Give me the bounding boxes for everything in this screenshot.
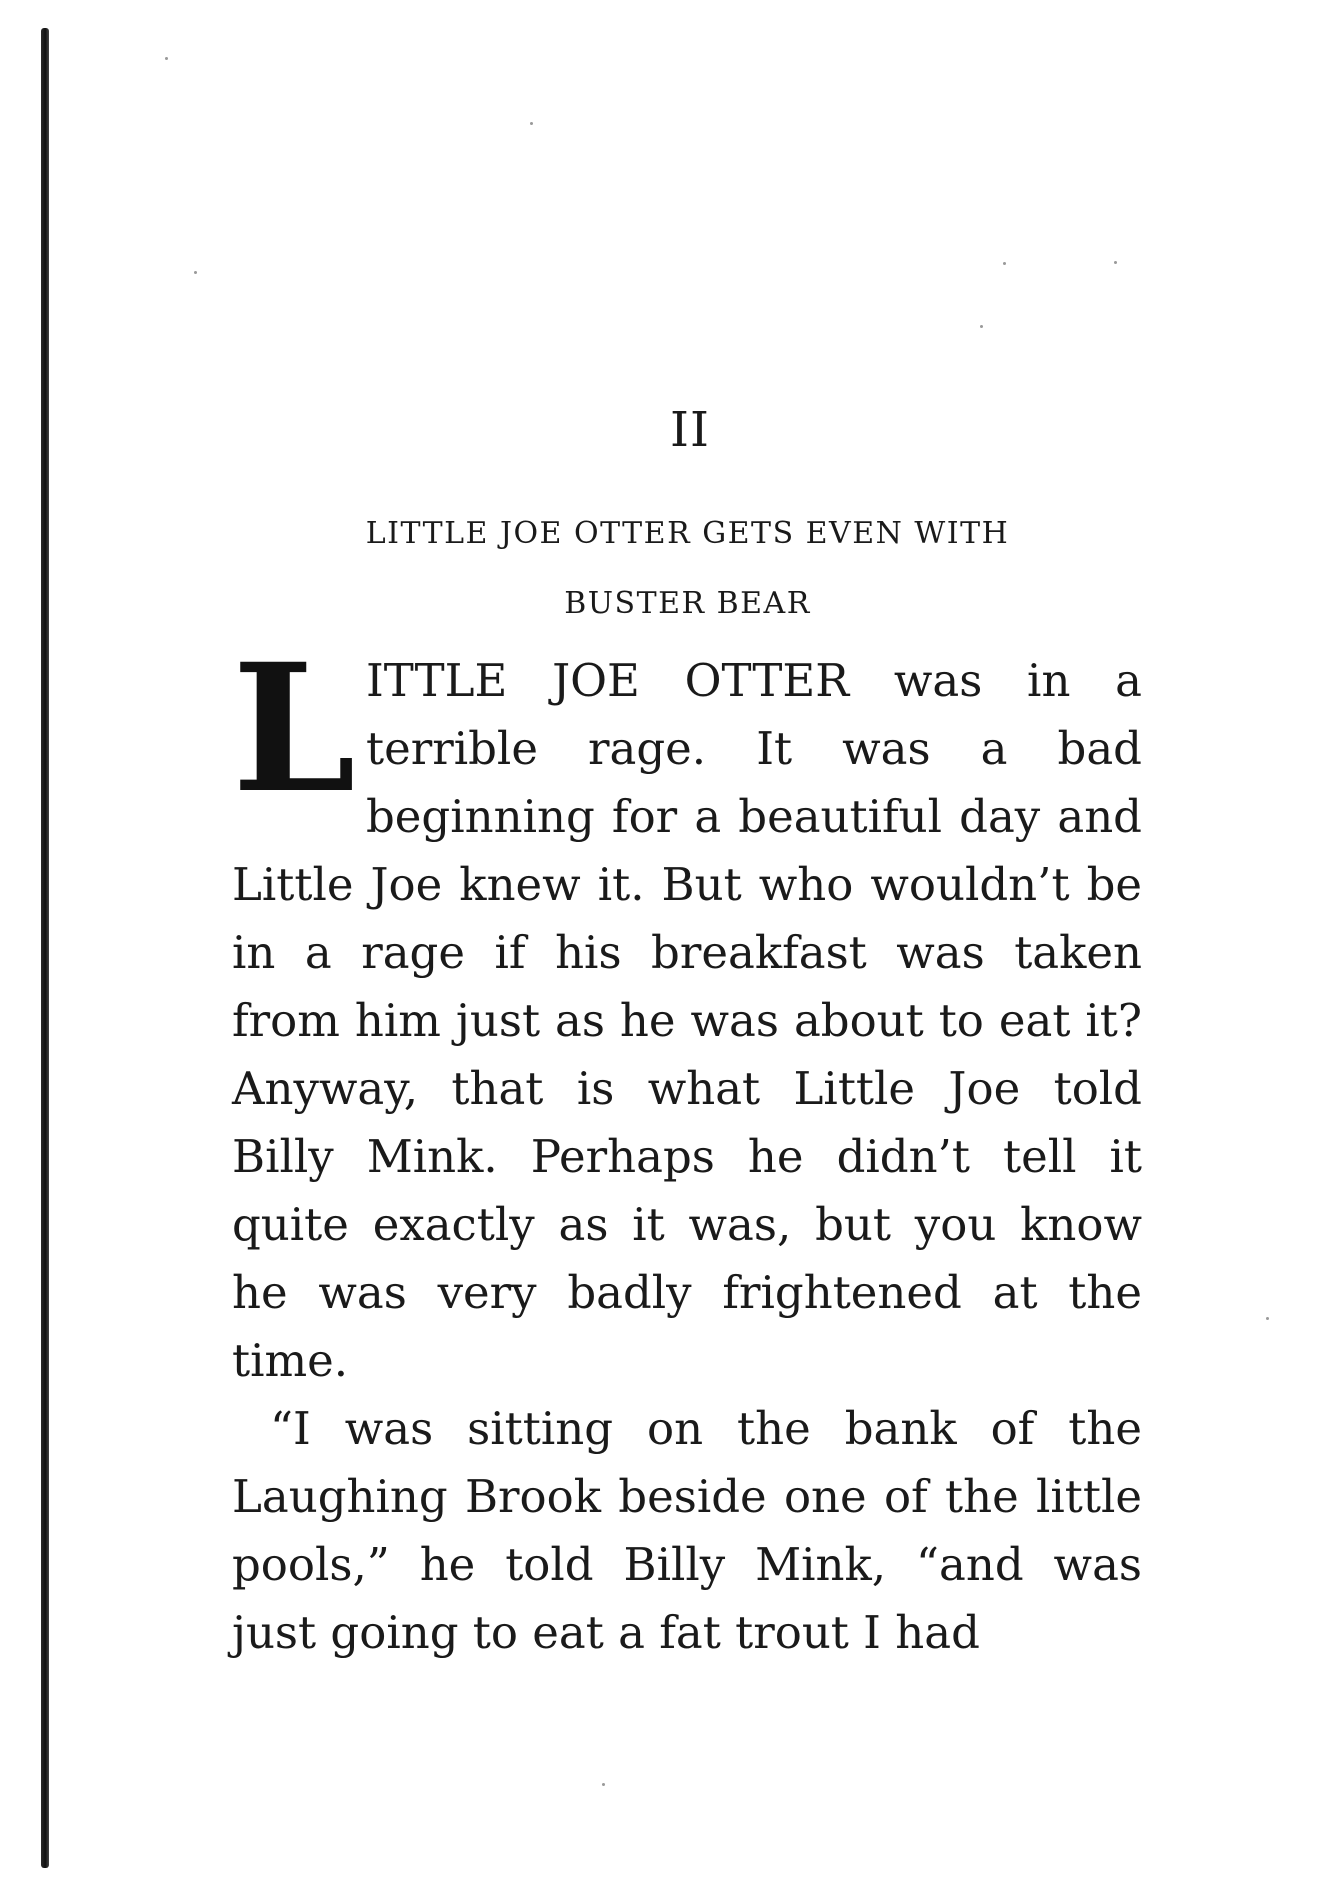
chapter-number: II [670,402,710,458]
paper-speck [194,271,197,274]
paragraph: “I was sitting on the bank of the Laughing Brook beside one of the little pools,” he told Billy Mink, “and was just going to eat a fat trout I had [232,1402,1142,1659]
paper-speck [1266,1317,1269,1320]
chapter-body [232,625,1142,1667]
paper-speck [1114,261,1117,264]
chapter-title [230,499,1145,639]
paragraph-text: ITTLE JOE OTTER was in a terrible rage. It was a bad beginning for a beautiful day and Little Joe knew it. But who wouldn’t be in a rage if his breakfast was taken from him just as he was about to eat it? Anyway, that is what Little Joe told Billy Mink. Perhaps he didn’t tell it quite exactly as it was, but you know he was very badly frightened at the time. [232,654,1142,1387]
paper-speck [530,122,533,125]
paper-speck [165,57,168,60]
paper-speck [602,1783,605,1786]
drop-cap: L [232,625,356,832]
chapter-title-line: LITTLE JOE OTTER GETS EVEN WITH [365,516,1010,551]
paper-speck [980,325,983,328]
page-edge-binding [41,28,49,1868]
paper-speck [1003,262,1006,265]
chapter-title-line: BUSTER BEAR [564,586,811,621]
paragraph [232,625,1142,1395]
